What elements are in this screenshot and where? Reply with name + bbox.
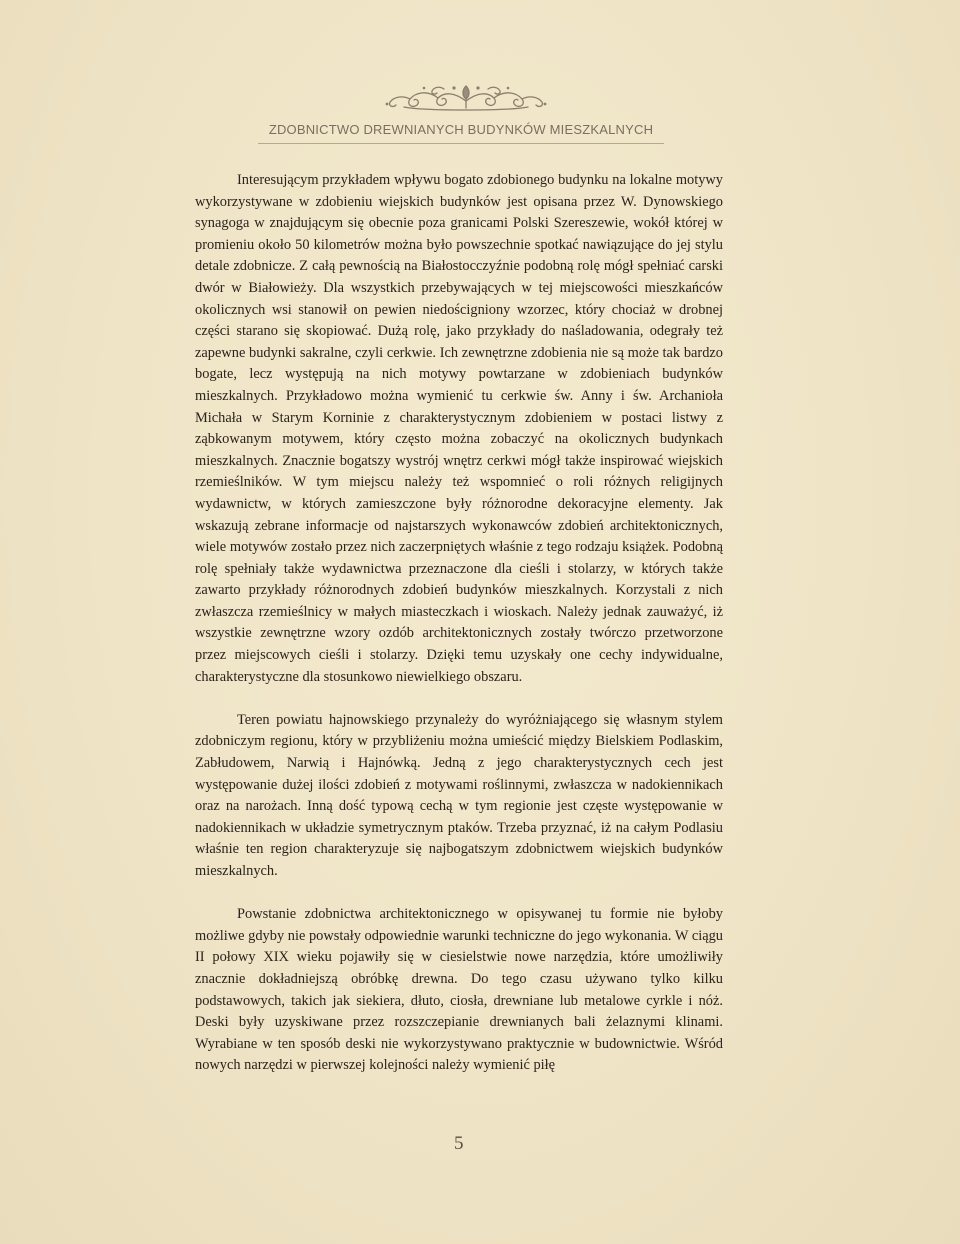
floral-scroll-ornament-icon: [384, 82, 548, 112]
running-header: [258, 82, 664, 146]
header-title: ZDOBNICTWO DREWNIANYCH BUDYNKÓW MIESZKALNYCH: [268, 122, 654, 137]
paragraph-2: Teren powiatu hajnowskiego przynależy do wyróżniającego się własnym stylem zdobniczym regionu, który w przybliżeniu można umieścić między Bielskiem Podlaskim, Zabłudowem, Narwią i Hajnówką. Jedną z jego charakterystycznych cech jest występowanie dużej ilości zdobień z motywami roślinnymi, zwłaszcza w nadokiennikach oraz na narożach. Inną dość typową cechą w tym regionie jest częste występowanie w nadokiennikach w układzie symetrycznym ptaków. Trzeba przyznać, iż na całym Podlasiu właśnie ten region charakteryzuje się najbogatszym zdobnictwem wiejskich budynków mieszkalnych.: [195, 711, 723, 879]
paragraph-3: Powstanie zdobnictwa architektonicznego w opisywanej tu formie nie byłoby możliwe gdyby nie powstały odpowiednie warunki techniczne do jego wykonania. W ciągu II połowy XIX wieku pojawiły się w ciesielstwie nowe narzędzia, które umożliwiły znacznie dokładniejszą obróbkę drewna. Do tego czasu używano tylko kilku podstawowych, takich jak siekiera, dłuto, ciosła, drewniane lub metalowe cyrkle i nóż. Deski były uzyskiwane przez rozszczepianie drewnianych bali żelaznymi klinami. Wyrabiane w ten sposób deski nie wykorzystywano praktycznie w budownictwie. Wśród nowych narzędzi w pierwszej kolejności należy wymienić piłę: [195, 906, 723, 1074]
header-divider: [258, 143, 664, 144]
body-text: [195, 170, 723, 1077]
page-number: 5: [454, 1133, 464, 1154]
paragraph-1: Interesującym przykładem wpływu bogato zdobionego budynku na lokalne motywy wykorzystywane w zdobieniu wiejskich budynków jest opisana przez W. Dynowskiego synagoga w znajdującym się obecnie poza granicami Polski Szereszewie, wokół której w promieniu około 50 kilometrów można było powszechnie spotkać nawiązujące do jej stylu detale zdobnicze. Z całą pewnością na Białostocczyźnie podobną rolę mógł spełniać carski dwór w Białowieży. Dla wszystkich przebywających w tej miejscowości mieszkańców okolicznych wsi stanowił on pewien niedościgniony wzorzec, który chociaż w drobnej części starano się skopiować. Dużą rolę, jako przykłady do naśladowania, odegrały też zapewne budynki sakralne, czyli cerkwie. Ich zewnętrzne zdobienia nie są może tak bardzo bogate, lecz występują na nich motywy powtarzane w zdobieniach budynków mieszkalnych. Przykładowo można wymienić tu cerkwie św. Anny i św. Archanioła Michała w Starym Korninie z charakterystycznym zdobieniem w postaci listwy z ząbkowanym motywem, który często można zobaczyć na okolicznych budynkach mieszkalnych. Znacznie bogatszy wystrój wnętrz cerkwi mógł także inspirować wiejskich rzemieślników. W tym miejscu należy też wspomnieć o roli różnych religijnych wydawnictw, w których zamieszczone były różnorodne dekoracyjne elementy. Jak wskazują zebrane informacje od najstarszych wykonawców zdobień architektonicznych, wiele motywów zostało przez nich zaczerpniętych właśnie z tego rodzaju książek. Podobną rolę spełniały także wydawnictwa przeznaczone dla cieśli i stolarzy, w których także zawarto przykłady różnorodnych zdobień budynków mieszkalnych. Korzystali z nich zwłaszcza rzemieślnicy w małych miasteczkach i wioskach. Należy jednak zauważyć, iż wszystkie zewnętrzne wzory ozdób architektonicznych zostały twórczo przetworzone przez miejscowych cieśli i stolarzy. Dzięki temu uzyskały one cechy indywidualne, charakterystyczne dla stosunkowo niewielkiego obszaru.: [195, 172, 723, 685]
